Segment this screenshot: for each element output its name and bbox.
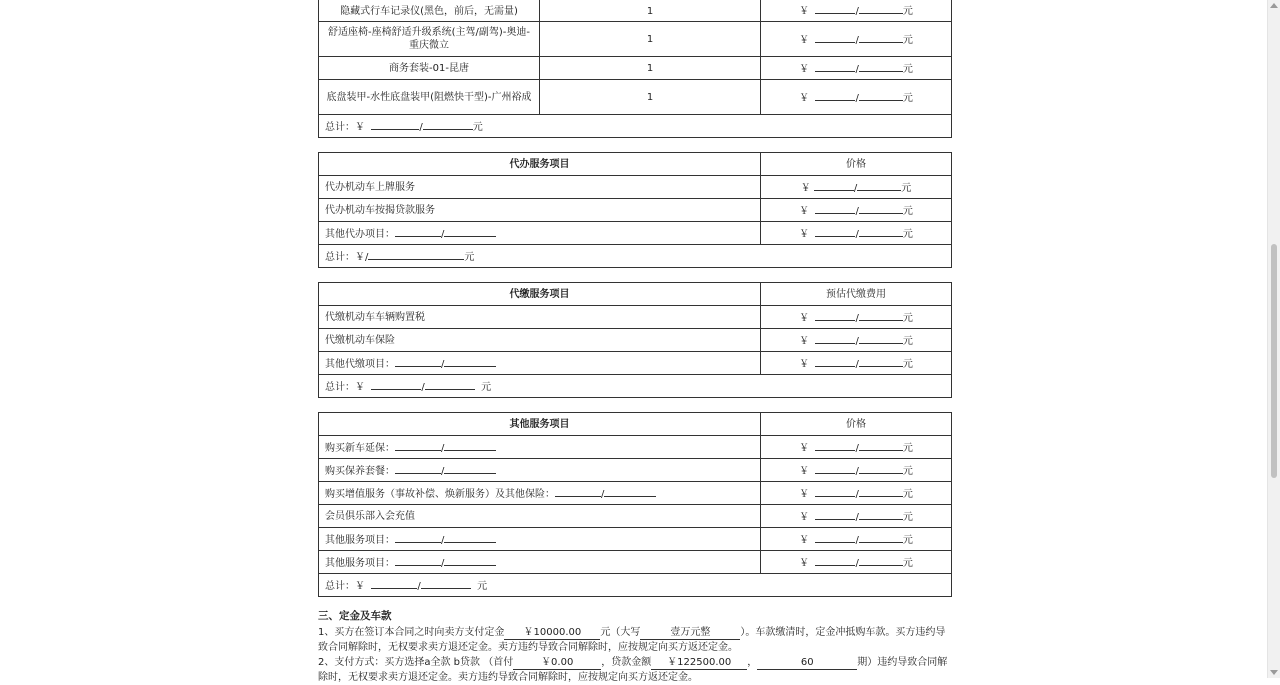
price-field: ￥ / 元: [761, 505, 952, 528]
price-field: ￥ / 元: [761, 222, 952, 245]
service-label: 代办机动车按揭贷款服务: [319, 199, 761, 222]
deposit-amount: ￥10000.00: [504, 627, 600, 640]
price-header: 预估代缴费用: [761, 283, 952, 306]
total-row: [319, 245, 952, 268]
price-field: ￥ / 元: [761, 551, 952, 574]
total-row: [319, 574, 952, 597]
service-label: 代缴机动车保险: [319, 329, 761, 352]
table-row: [319, 459, 952, 482]
service-label: 购买新车延保： /: [319, 436, 761, 459]
deposit-words: 壹万元整: [640, 627, 740, 640]
table-row: [319, 22, 952, 57]
price-field: ￥ / 元: [761, 482, 952, 505]
price-field: ￥ / 元: [761, 329, 952, 352]
item-name: 隐藏式行车记录仪(黑色，前后，无需量): [319, 0, 540, 22]
table-header: [319, 413, 952, 436]
price-field: ￥ / 元: [761, 22, 952, 57]
agency-services-table: [318, 152, 952, 268]
table-row: [319, 505, 952, 528]
loan-periods: 60: [757, 657, 857, 670]
table-row: [319, 352, 952, 375]
total-row: [319, 375, 952, 398]
total-row: [319, 115, 952, 138]
table-row: [319, 222, 952, 245]
agency-total: 总计：￥/ 元: [319, 245, 952, 268]
price-field: ￥ / 元: [761, 80, 952, 115]
table-row: [319, 306, 952, 329]
price-field: ￥ / 元: [761, 176, 952, 199]
service-label: 其他服务项目： /: [319, 551, 761, 574]
scroll-down-icon[interactable]: [1270, 670, 1278, 675]
price-header: 价格: [761, 153, 952, 176]
table-row: [319, 199, 952, 222]
service-label: 其他代办项目： /: [319, 222, 761, 245]
terms-paragraph-2: 2、支付方式：买方选择a全款 b贷款 （首付 ￥0.00 ，贷款金额 ￥122500.00 ， 60 期）违约导致合同解除时，无权要求卖方退还定金。卖方违约导致合同解除时，应按规定向买方返还定金。: [318, 657, 948, 683]
loan-amount: ￥122500.00: [651, 657, 747, 670]
item-name: 商务套装-01-昆唐: [319, 57, 540, 80]
payment-services-table: [318, 282, 952, 398]
service-label: 购买保养套餐： /: [319, 459, 761, 482]
table-row: [319, 329, 952, 352]
deposit-terms: [318, 609, 951, 685]
scrollbar-thumb[interactable]: [1271, 244, 1277, 478]
terms-heading: 三、定金及车款: [318, 610, 392, 622]
table-row: [319, 0, 952, 22]
contract-page: [318, 0, 951, 685]
service-label: 会员俱乐部入会充值: [319, 505, 761, 528]
down-payment: ￥0.00: [513, 657, 601, 670]
service-label: 代缴机动车车辆购置税: [319, 306, 761, 329]
price-field: ￥ / 元: [761, 199, 952, 222]
price-field: ￥ / 元: [761, 306, 952, 329]
other-services-table: [318, 412, 952, 597]
terms-paragraph-1: 1、买方在签订本合同之时向卖方支付定金 ￥10000.00 元（大写 壹万元整 ）。车款缴清时，定金冲抵购车款。买方违约导致合同解除时，无权要求卖方退还定金。卖方违约导致合同解除时，应按规定向买方返还定金。: [318, 627, 946, 653]
table-row: [319, 528, 952, 551]
table-header: [319, 283, 952, 306]
table-row: [319, 482, 952, 505]
price-field: ￥ / 元: [761, 436, 952, 459]
table-row: [319, 80, 952, 115]
table-header: [319, 153, 952, 176]
payment-total: 总计：￥ / 元: [319, 375, 952, 398]
item-name: 舒适座椅-座椅舒适升级系统(主驾/副驾)-奥迪-重庆微立: [319, 22, 540, 57]
payment-title: 代缴服务项目: [319, 283, 761, 306]
vertical-scrollbar[interactable]: [1267, 0, 1280, 678]
price-field: ￥ / 元: [761, 57, 952, 80]
accessories-total: 总计：￥ / 元: [319, 115, 952, 138]
table-row: [319, 551, 952, 574]
item-qty: 1: [540, 80, 761, 115]
price-header: 价格: [761, 413, 952, 436]
accessories-table: [318, 0, 952, 138]
table-row: [319, 176, 952, 199]
other-title: 其他服务项目: [319, 413, 761, 436]
service-label: 购买增值服务（事故补偿、焕新服务）及其他保险： /: [319, 482, 761, 505]
service-label: 其他代缴项目： /: [319, 352, 761, 375]
scroll-up-icon[interactable]: [1270, 3, 1278, 8]
item-qty: 1: [540, 0, 761, 22]
other-total: 总计：￥ / 元: [319, 574, 952, 597]
price-field: ￥ / 元: [761, 0, 952, 22]
price-field: ￥ / 元: [761, 459, 952, 482]
agency-title: 代办服务项目: [319, 153, 761, 176]
service-label: 代办机动车上牌服务: [319, 176, 761, 199]
item-qty: 1: [540, 57, 761, 80]
service-label: 其他服务项目： /: [319, 528, 761, 551]
item-qty: 1: [540, 22, 761, 57]
item-name: 底盘装甲-水性底盘装甲(阻燃快干型)-广州裕成: [319, 80, 540, 115]
table-row: [319, 57, 952, 80]
price-field: ￥ / 元: [761, 528, 952, 551]
table-row: [319, 436, 952, 459]
price-field: ￥ / 元: [761, 352, 952, 375]
